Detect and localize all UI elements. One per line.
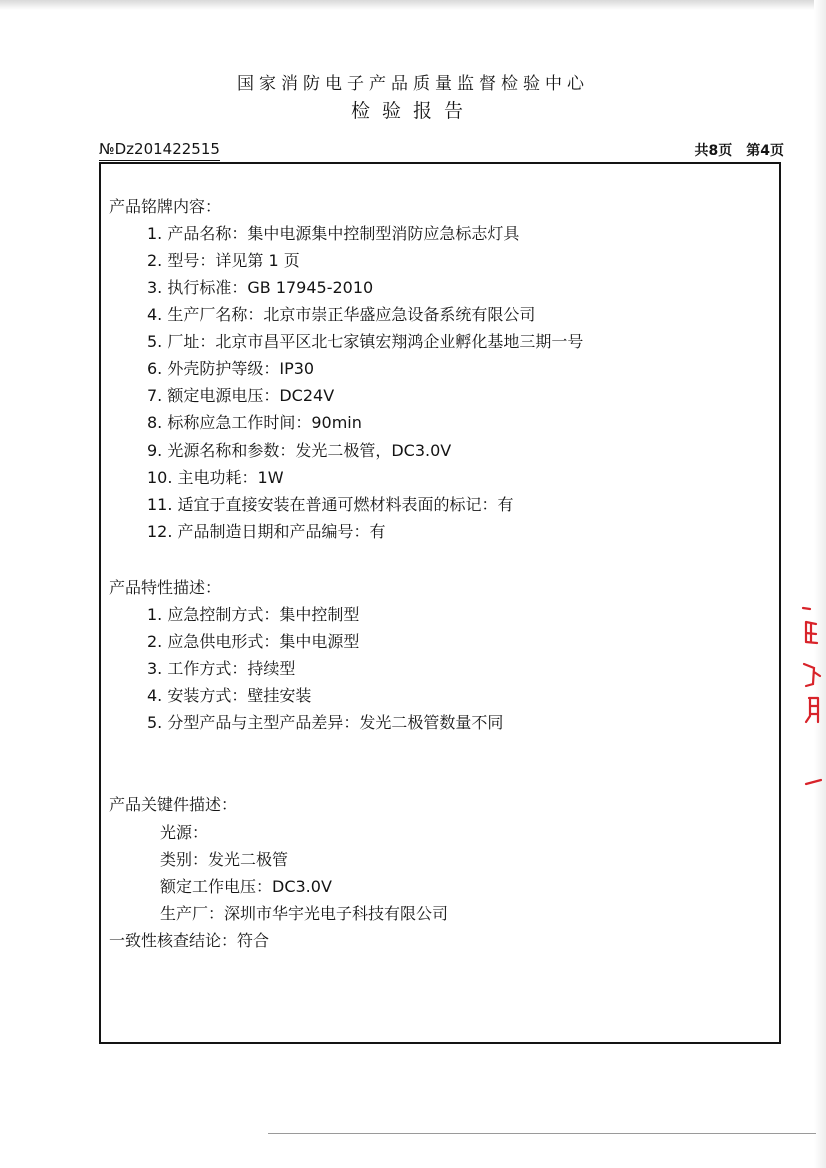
key-component-item: 额定工作电压：DC3.0V — [160, 877, 332, 896]
nameplate-item: 12. 产品制造日期和产品编号：有 — [147, 522, 386, 541]
nameplate-item: 8. 标称应急工作时间：90min — [147, 413, 362, 432]
nameplate-item: 3. 执行标准：GB 17945-2010 — [147, 278, 374, 297]
key-component-item: 类别：发光二极管 — [160, 850, 289, 869]
nameplate-item: 11. 适宜于直接安装在普通可燃材料表面的标记：有 — [147, 495, 514, 514]
page-indicator — [695, 140, 785, 162]
characteristic-item: 5. 分型产品与主型产品差异：发光二极管数量不同 — [147, 713, 504, 732]
key-components-heading: 产品关键件描述： — [109, 795, 238, 814]
nameplate-item: 2. 型号：详见第 1 页 — [147, 251, 300, 270]
characteristic-item: 4. 安装方式：壁挂安装 — [147, 686, 312, 705]
characteristic-item: 2. 应急供电形式：集中电源型 — [147, 632, 360, 651]
scan-right-edge — [814, 0, 826, 1168]
key-component-item: 光源： — [160, 823, 209, 842]
conclusion-text: 一致性核查结论：符合 — [109, 931, 270, 950]
nameplate-item: 10. 主电功耗：1W — [147, 468, 284, 487]
current-page: 第4页 — [746, 143, 784, 159]
characteristic-item: 1. 应急控制方式：集中控制型 — [147, 605, 360, 624]
report-number: №Dz201422515 — [99, 138, 220, 161]
nameplate-item: 1. 产品名称：集中电源集中控制型消防应急标志灯具 — [147, 224, 520, 243]
nameplate-item: 7. 额定电源电压：DC24V — [147, 386, 335, 405]
nameplate-item: 9. 光源名称和参数：发光二极管，DC3.0V — [147, 441, 452, 460]
scan-top-edge — [0, 0, 826, 10]
report-title: 检验报告 — [350, 100, 475, 122]
seal-stamp-fragment — [800, 606, 822, 790]
characteristic-item: 3. 工作方式：持续型 — [147, 659, 296, 678]
total-pages: 共8页 — [694, 143, 733, 159]
nameplate-heading: 产品铭牌内容： — [109, 197, 222, 216]
institution-title: 国家消防电子产品质量监督检验中心 — [237, 74, 589, 94]
nameplate-item: 5. 厂址：北京市昌平区北七家镇宏翔鸿企业孵化基地三期一号 — [147, 332, 584, 351]
characteristics-heading: 产品特性描述： — [109, 578, 222, 597]
nameplate-item: 6. 外壳防护等级：IP30 — [147, 359, 315, 378]
scan-footer-line — [268, 1133, 816, 1134]
key-component-item: 生产厂：深圳市华宇光电子科技有限公司 — [160, 904, 449, 923]
nameplate-item: 4. 生产厂名称：北京市崇正华盛应急设备系统有限公司 — [147, 305, 536, 324]
